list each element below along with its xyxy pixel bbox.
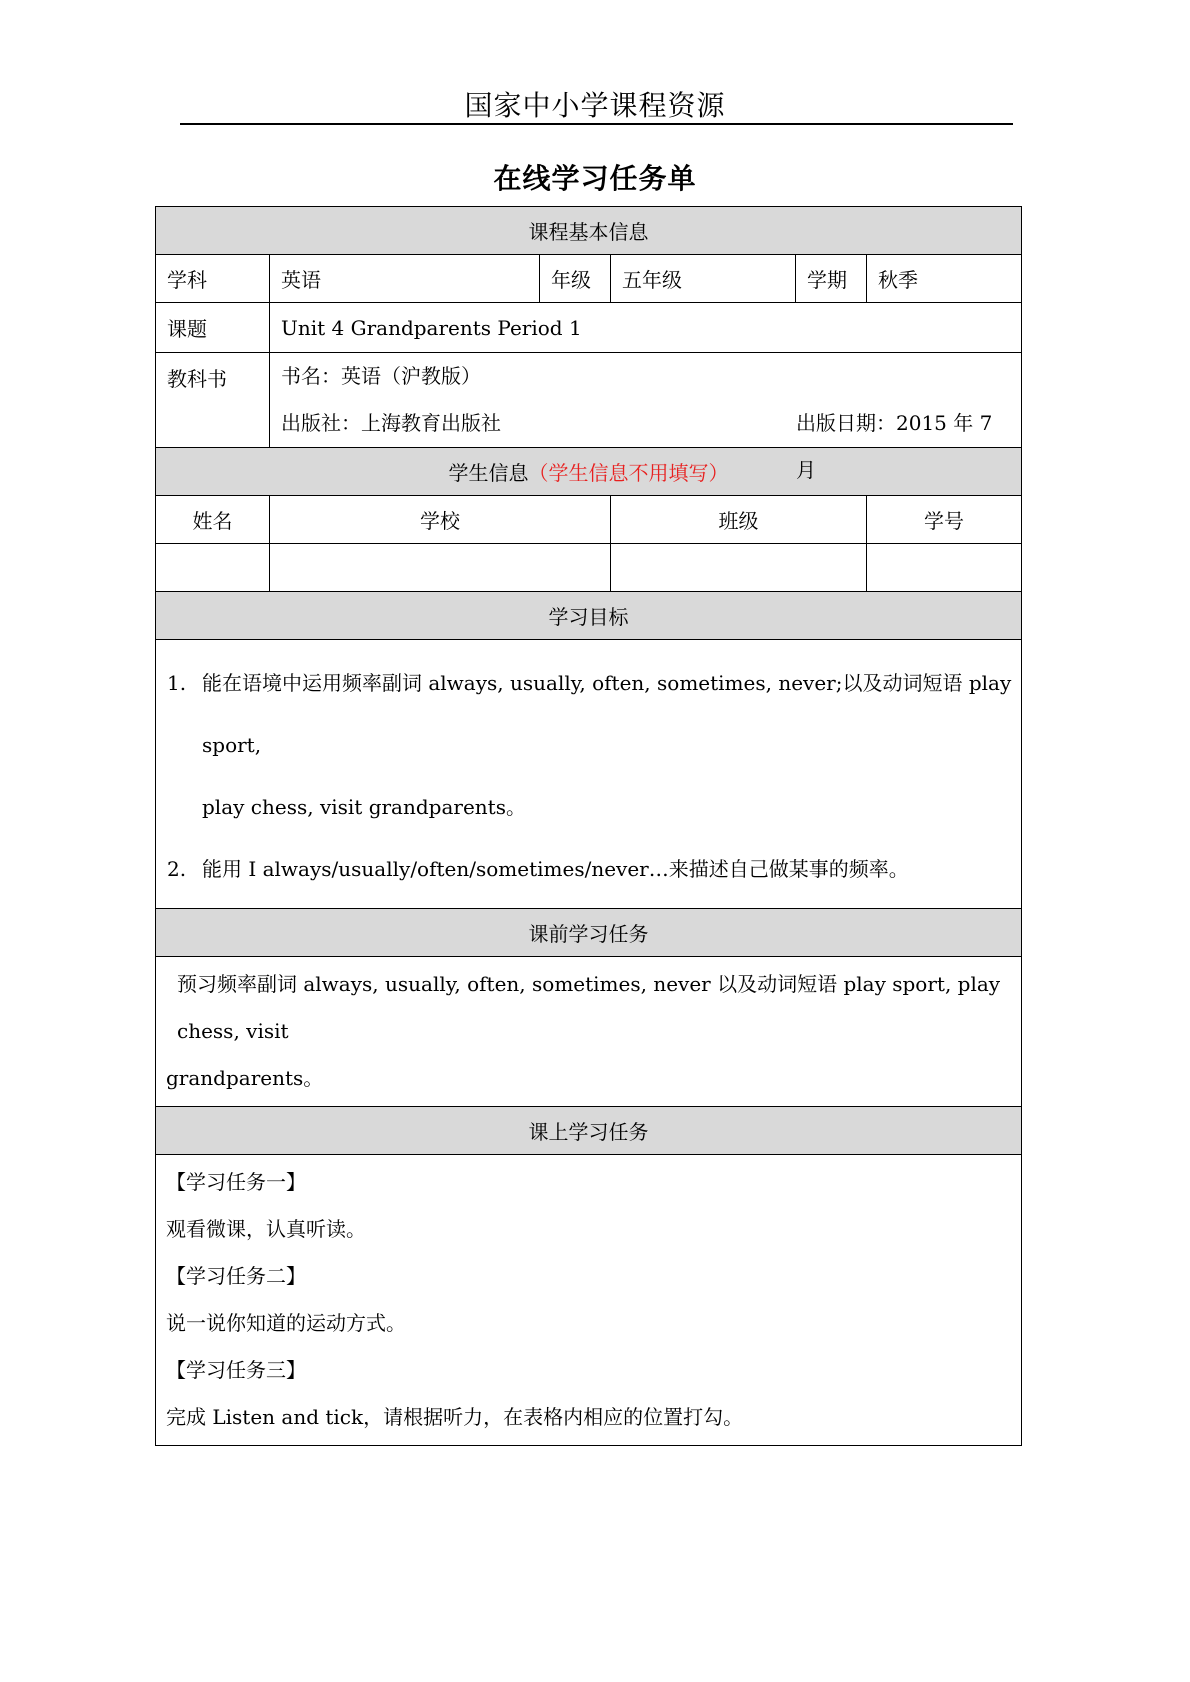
- pre-class-line: 预习频率副词 always, usually, often, sometimes, never 以及动词短语 play sport, play chess, visit: [177, 972, 1001, 1043]
- id-input-cell[interactable]: [867, 544, 1022, 592]
- goal-text: [202, 652, 1015, 838]
- header-rule: [180, 123, 1013, 125]
- pre-class-line: grandparents。: [166, 1066, 324, 1090]
- book-name: 书名：英语（沪教版）: [281, 364, 481, 388]
- task3-text: 完成 Listen and tick，请根据听力，在表格内相应的位置打勾。: [166, 1405, 744, 1429]
- goal-line: 能在语境中运用频率副词 always, usually, often, sometimes, never;以及动词短语 play sport,: [202, 671, 1012, 757]
- goal-number: 1.: [167, 671, 187, 695]
- subject-value: 英语: [270, 255, 540, 303]
- goal-item: [167, 838, 1015, 900]
- goal-line: 能用 I always/usually/often/sometimes/never…来描述自己做某事的频率。: [202, 857, 909, 881]
- textbook-label: 教科书: [156, 353, 270, 448]
- task3-title: 【学习任务三】: [166, 1358, 306, 1382]
- col-class-header: 班级: [611, 496, 867, 544]
- goal-item: [167, 652, 1015, 838]
- goals-content: [156, 640, 1022, 909]
- document-title: 在线学习任务单: [493, 162, 697, 195]
- task2-text: 说一说你知道的运动方式。: [166, 1311, 406, 1335]
- class-input-cell[interactable]: [611, 544, 867, 592]
- section-in-class: 课上学习任务: [156, 1107, 1022, 1155]
- school-input-cell[interactable]: [270, 544, 611, 592]
- header-title: 国家中小学课程资源: [464, 89, 726, 122]
- col-id-header: 学号: [867, 496, 1022, 544]
- topic-label: 课题: [156, 303, 270, 353]
- topic-value: Unit 4 Grandparents Period 1: [270, 303, 1022, 353]
- grade-label: 年级: [540, 255, 611, 303]
- student-info-label: 学生信息: [448, 461, 529, 485]
- term-value: 秋季: [867, 255, 1022, 303]
- publish-date: 出版日期：2015 年 7 月: [796, 411, 993, 482]
- goal-line: play chess, visit grandparents。: [202, 795, 526, 819]
- publisher: 出版社：上海教育出版社: [281, 411, 501, 435]
- task1-title: 【学习任务一】: [166, 1170, 306, 1194]
- task-sheet-table: [155, 206, 1022, 1446]
- pre-class-content: [156, 957, 1022, 1107]
- term-label: 学期: [796, 255, 867, 303]
- col-school-header: 学校: [270, 496, 611, 544]
- section-basic-info: 课程基本信息: [156, 207, 1022, 255]
- grade-value: 五年级: [611, 255, 796, 303]
- task2-title: 【学习任务二】: [166, 1264, 306, 1288]
- section-goals: 学习目标: [156, 592, 1022, 640]
- student-info-note: （学生信息不用填写）: [528, 461, 729, 485]
- in-class-content: [156, 1155, 1022, 1446]
- section-pre-class: 课前学习任务: [156, 909, 1022, 957]
- subject-label: 学科: [156, 255, 270, 303]
- goal-number: 2.: [167, 857, 187, 881]
- col-name-header: 姓名: [156, 496, 270, 544]
- task1-text: 观看微课，认真听读。: [166, 1217, 366, 1241]
- name-input-cell[interactable]: [156, 544, 270, 592]
